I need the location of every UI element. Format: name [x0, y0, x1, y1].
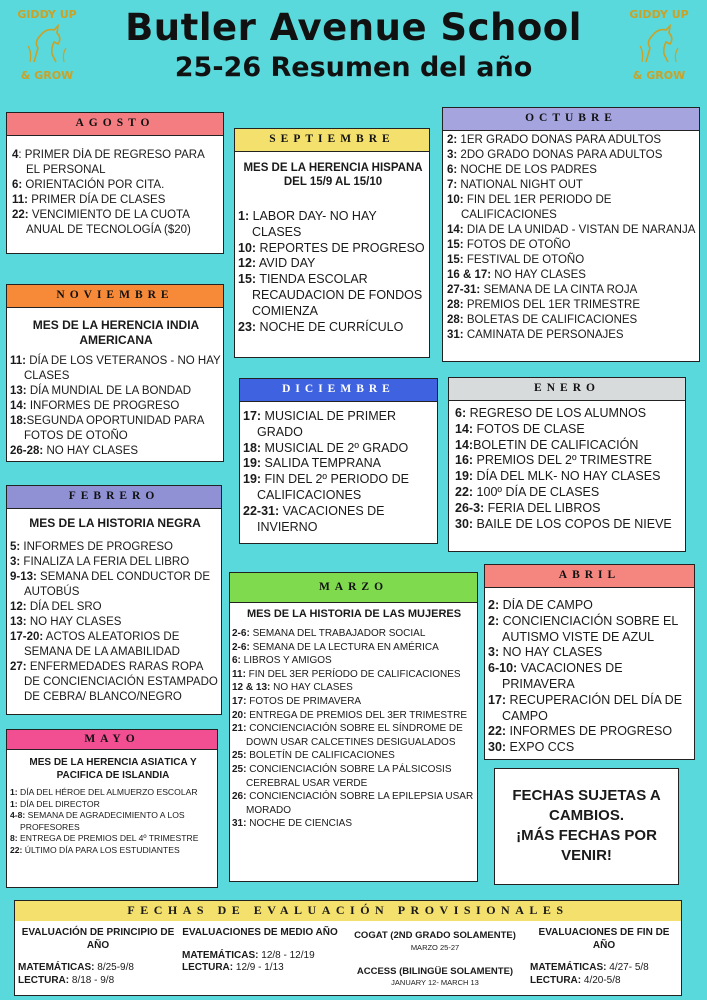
event-item [455, 501, 683, 517]
event-date: 10: [238, 240, 257, 255]
event-date: 28: [447, 299, 464, 311]
marzo-heading: MES DE LA HISTORIA DE LAS MUJERES [246, 608, 462, 620]
eval-line-math: MATEMÁTICAS: 12/8 - 12/19 [182, 949, 315, 961]
event-item [10, 600, 220, 615]
event-item [455, 438, 683, 454]
noviembre-events [10, 354, 222, 459]
event-date: 2-6: [232, 641, 250, 653]
event-text: SEMANA DEL TRABAJADOR SOCIAL [249, 628, 426, 639]
event-item [447, 178, 697, 193]
event-date: 1: [10, 787, 18, 797]
event-item [447, 313, 697, 328]
event-text: BOLETÍN DE CALIFICACIONES [246, 750, 395, 762]
event-text: CONCIENCIACIÓN SOBRE LA EPILEPSIA USAR MORADO [246, 791, 474, 816]
event-item [10, 833, 216, 845]
eval-date-access: JANUARY 12- MARCH 13 [391, 978, 479, 987]
mayo-events [10, 787, 216, 857]
page-subtitle: 25-26 Resumen del año [174, 52, 533, 83]
event-date: 6: [232, 655, 241, 667]
eval-heading-cogat: COGAT (2ND GRADO SOLAMENTE) [354, 930, 516, 941]
event-date: 6-10: [488, 661, 518, 676]
event-text: DÍA DEL MLK- NO HAY CLASES [473, 469, 661, 484]
agosto-events [12, 148, 218, 252]
event-item [447, 133, 697, 148]
fechas-sujetas-note [494, 768, 679, 885]
event-item [238, 209, 428, 241]
event-item [232, 790, 476, 817]
event-item [455, 453, 683, 469]
event-date: 16 & 17: [447, 269, 492, 281]
event-item [447, 223, 697, 238]
event-date: 13: [10, 616, 27, 628]
event-date: 25: [232, 763, 247, 775]
abril-header: ABRIL [484, 564, 695, 588]
event-item [12, 178, 218, 193]
event-date: 6: [455, 406, 467, 420]
noviembre-body [10, 318, 222, 460]
evaluaciones-title: FECHAS DE EVALUACIÓN PROVISIONALES [127, 903, 569, 917]
event-date: 31: [447, 329, 464, 341]
event-text: CAMINATA DE PERSONAJES [463, 329, 624, 341]
event-date: 2: [488, 613, 500, 628]
septiembre-header: SEPTIEMBRE [234, 128, 430, 152]
event-item [243, 504, 435, 536]
event-text: BAILE DE LOS COPOS DE NIEVE [473, 516, 672, 531]
mayo-body [10, 757, 216, 887]
event-date: 26: [232, 791, 247, 803]
event-item [238, 241, 428, 257]
event-item [10, 787, 216, 799]
mayo-heading: MES DE LA HERENCIA ASIÁTICA Y PACIFICA DE ISLANDIA [29, 757, 197, 781]
event-date: 31: [232, 818, 247, 830]
noviembre-heading: MES DE LA HERENCIA INDIA AMERICANA [32, 318, 200, 347]
logo-bottom-text: & GROW [20, 69, 74, 82]
event-text: FINALIZA LA FERIA DEL LIBRO [20, 556, 190, 568]
event-date: 1: [10, 798, 18, 809]
event-text: NO HAY CLASES [270, 682, 353, 694]
event-item [447, 268, 697, 283]
event-item [447, 238, 697, 253]
event-date: 9-13: [10, 571, 37, 583]
event-date: 11: [10, 355, 26, 367]
event-date: 30: [488, 740, 507, 755]
event-text: PRIMER DÍA DE CLASES [28, 194, 166, 206]
septiembre-body [238, 161, 428, 356]
event-text: FIN DEL 3ER PERÍODO DE CALIFICACIONES [245, 668, 461, 680]
event-item [232, 681, 476, 695]
event-item [10, 555, 220, 570]
event-text: ORIENTACIÓN POR CITA. [22, 179, 165, 191]
event-text: FIN DEL 2º PERIODO DE CALIFICACIONES [257, 472, 409, 502]
event-text: NO HAY CLASES [43, 445, 139, 457]
event-text: DÍA MUNDIAL DE LA BONDAD [26, 385, 192, 397]
event-text: REGRESO DE LOS ALUMNOS [466, 406, 647, 420]
event-item [455, 469, 683, 485]
eval-col-medio [182, 927, 338, 975]
event-date: 15: [447, 254, 464, 266]
event-item [232, 749, 476, 763]
event-item [488, 661, 692, 693]
event-item [447, 193, 697, 223]
event-text: NO HAY CLASES [26, 616, 122, 628]
event-item [232, 641, 476, 655]
event-date: 22: [488, 724, 507, 739]
event-item [10, 799, 216, 811]
event-text: NATIONAL NIGHT OUT [457, 179, 583, 191]
event-text: PREMIOS DEL 2º TRIMESTRE [473, 453, 652, 468]
event-item [455, 485, 683, 501]
eval-col-cogat [344, 930, 526, 987]
event-item [238, 272, 428, 319]
page-title: Butler Avenue School [125, 6, 582, 49]
event-date: 12: [10, 601, 27, 613]
event-date: 17: [243, 409, 262, 423]
event-text: ÚLTIMO DÍA PARA LOS ESTUDIANTES [22, 844, 180, 855]
event-date: 21: [232, 723, 247, 735]
septiembre-events [238, 209, 428, 335]
eval-heading: EVALUACIÓN DE PRINCIPIO DE AÑO [21, 927, 175, 951]
event-item [10, 384, 222, 399]
event-date: 5: [10, 541, 21, 553]
diciembre-events [243, 409, 435, 543]
octubre-header: OCTUBRE [442, 107, 700, 131]
event-date: 27-31: [447, 284, 481, 296]
event-date: 26-3: [455, 500, 485, 515]
event-text: SEMANA DE AGRADECIMIENTO A LOS PROFESORES [20, 810, 185, 832]
event-text: INFORMES DE PROGRESO [26, 400, 180, 412]
event-text: CONCIENCIACIÓN SOBRE EL SÍNDROME DE DOWN USAR CALCETINES DESIGUALADOS [246, 723, 463, 748]
mayo-header: MAYO [6, 729, 218, 750]
octubre-events [447, 133, 697, 361]
marzo-events [232, 627, 476, 831]
event-item [10, 660, 220, 705]
event-date: 19: [243, 456, 262, 471]
event-text: ENFERMEDADES RARAS ROPA DE CONCIENCIACIÓN ESTAMPADO DE CEBRA/ BLANCO/NEGRO [24, 661, 218, 703]
event-item [488, 740, 692, 756]
event-text: VENCIMIENTO DE LA CUOTA ANUAL DE TECNOLOGÍA ($20) [26, 209, 191, 236]
event-date: 12 & 13: [232, 682, 271, 694]
event-date: 12: [238, 256, 257, 271]
event-text: LABOR DAY- NO HAY CLASES [249, 209, 377, 239]
event-date: 14: [10, 400, 27, 412]
event-date: 14: [455, 437, 474, 452]
event-text: LIBROS Y AMIGOS [240, 655, 332, 667]
eval-line-lectura: LECTURA: 4/20-5/8 [530, 974, 621, 986]
enero-header: ENERO [448, 377, 686, 401]
event-text: NO HAY CLASES [499, 645, 603, 660]
eval-col-fin [530, 927, 678, 987]
event-text: REPORTES DE PROGRESO [256, 240, 425, 255]
eval-line-lectura: LECTURA: 12/9 - 1/13 [182, 962, 284, 973]
event-date: 6: [447, 164, 458, 176]
event-date: 11: [12, 194, 28, 206]
event-item [232, 722, 476, 749]
event-date: 4 [12, 149, 19, 161]
eval-date-cogat: MARZO 25-27 [410, 942, 460, 952]
event-date: 14: [447, 224, 464, 236]
event-item [488, 645, 692, 661]
event-date: 20: [232, 709, 247, 721]
event-item [10, 414, 222, 444]
event-item [243, 409, 435, 441]
event-text: 2DO GRADO DONAS PARA ADULTOS [457, 149, 663, 161]
event-date: 18: [243, 440, 262, 455]
eval-line-math: MATEMÁTICAS: 4/27- 5/8 [530, 962, 649, 973]
event-item [232, 654, 476, 668]
event-item [232, 695, 476, 709]
event-item [232, 709, 476, 723]
event-text: DÍA DE LOS VETERANOS - NO HAY CLASES [24, 355, 221, 382]
event-text: DÍA DEL HÉROE DEL ALMUERZO ESCOLAR [17, 787, 198, 797]
event-text: SEMANA DE LA LECTURA EN AMÉRICA [249, 641, 439, 653]
event-text: AVID DAY [256, 256, 316, 271]
event-text: FOTOS DE OTOÑO [463, 239, 571, 251]
event-date: 26-28: [10, 445, 44, 457]
febrero-header: FEBRERO [6, 485, 222, 509]
event-item [232, 763, 476, 790]
event-text: NOCHE DE LOS PADRES [457, 164, 597, 176]
event-item [243, 456, 435, 472]
event-text: DÍA DE CAMPO [499, 598, 593, 612]
event-item [10, 354, 222, 384]
event-date: 3: [447, 149, 458, 161]
event-text: RECUPERACIÓN DEL DÍA DE CAMPO [502, 692, 683, 723]
note-line-1: FECHAS SUJETAS A CAMBIOS. [512, 787, 661, 824]
event-item [232, 627, 476, 641]
event-date: 6: [12, 179, 23, 191]
event-item [10, 630, 220, 660]
event-date: 1: [238, 209, 250, 223]
marzo-header: MARZO [229, 572, 478, 603]
noviembre-header: NOVIEMBRE [6, 284, 224, 308]
event-text: INFORMES DE PROGRESO [506, 724, 673, 739]
event-item [243, 472, 435, 504]
event-date: 2: [488, 598, 500, 612]
logo-bottom-text: & GROW [632, 69, 686, 82]
event-text: PREMIOS DEL 1ER TRIMESTRE [463, 299, 640, 311]
eval-line-lectura: LECTURA: 8/18 - 9/8 [18, 974, 115, 986]
event-item [488, 598, 692, 614]
event-text: DÍA DEL SRO [26, 601, 102, 613]
event-item [10, 810, 216, 833]
event-text: VACACIONES DE PRIMAVERA [502, 661, 623, 691]
event-item [488, 614, 692, 646]
event-date: 13: [10, 385, 27, 397]
event-date: 22-31: [243, 503, 280, 518]
event-item [10, 570, 220, 600]
event-text: TIENDA ESCOLAR RECAUDACION DE FONDOS COMIENZA [252, 272, 423, 318]
event-text: DIA DE LA UNIDAD - VISTAN DE NARANJA [463, 224, 696, 236]
eval-col-principio [18, 927, 178, 987]
note-line-2: ¡MÁS FECHAS POR VENIR! [516, 827, 657, 864]
event-text: NOCHE DE CIENCIAS [246, 818, 353, 830]
event-date: 28: [447, 314, 464, 326]
event-item [238, 256, 428, 272]
diciembre-header: DICIEMBRE [239, 378, 438, 402]
event-item [10, 444, 222, 459]
event-item [12, 148, 218, 178]
event-item [455, 422, 683, 438]
event-text: 100º DÍA DE CLASES [473, 484, 600, 499]
event-date: 19: [243, 472, 262, 487]
eval-heading-access: ACCESS (BILINGÜE SOLAMENTE) [356, 965, 514, 977]
event-text: FOTOS DE CLASE [473, 421, 585, 436]
eval-heading: EVALUACIONES DE FIN DE AÑO [538, 927, 670, 951]
event-text: CONCIENCIACIÓN SOBRE EL AUTISMO VISTE DE AZUL [499, 613, 678, 644]
event-date: 2-6: [232, 628, 250, 639]
event-text: CONCIENCIACIÓN SOBRE LA PÁLSICOSIS CEREBRAL USAR VERDE [246, 763, 452, 789]
event-date: 30: [455, 516, 474, 531]
event-text: ENTREGA DE PREMIOS DEL 4º TRIMESTRE [17, 833, 199, 844]
febrero-events [10, 540, 220, 705]
event-item [10, 845, 216, 857]
event-item [10, 540, 220, 555]
event-text: ENTREGA DE PREMIOS DEL 3ER TRIMESTRE [246, 709, 468, 721]
event-item [232, 817, 476, 831]
event-item [447, 253, 697, 268]
event-date: 11: [232, 668, 246, 680]
marzo-body [232, 607, 476, 881]
event-date: 16: [455, 453, 474, 468]
event-text: MUSICIAL DE PRIMER GRADO [257, 409, 397, 439]
event-date: 3: [488, 645, 500, 660]
event-item [447, 163, 697, 178]
event-date: 14: [455, 421, 474, 436]
eval-line-math: MATEMÁTICAS: 8/25-9/8 [18, 962, 134, 973]
event-item [447, 328, 697, 343]
event-text: FERIA DEL LIBROS [484, 500, 601, 515]
eval-heading: EVALUACIONES DE MEDIO AÑO [182, 927, 338, 938]
event-date: 22: [10, 844, 23, 855]
event-text: INFORMES DE PROGRESO [20, 541, 173, 553]
event-text: FOTOS DE PRIMAVERA [246, 695, 362, 707]
febrero-heading: MES DE LA HISTORIA NEGRA [29, 516, 201, 530]
event-text: NO HAY CLASES [491, 269, 586, 281]
event-date: 8: [10, 833, 18, 844]
event-item [12, 208, 218, 238]
event-date: 10: [447, 194, 464, 206]
event-date: 3: [10, 556, 21, 568]
event-text: BOLETIN DE CALIFICACIÓN [473, 437, 639, 452]
event-item [10, 615, 220, 630]
event-item [447, 283, 697, 298]
event-date: 15: [447, 239, 464, 251]
event-item [10, 399, 222, 414]
logo-top-text: GIDDY UP [17, 8, 77, 21]
event-text: ACTOS ALEATORIOS DE SEMANA DE LA AMABILIDAD [24, 631, 180, 658]
event-date: 2: [447, 134, 458, 146]
event-date: 7: [447, 179, 458, 191]
event-date: 19: [455, 469, 474, 484]
event-text: VACACIONES DE INVIERNO [257, 503, 385, 534]
event-item [12, 193, 218, 208]
event-date: 23: [238, 319, 257, 334]
event-item [455, 406, 683, 422]
event-text: NOCHE DE CURRÍCULO [256, 319, 404, 334]
abril-events [488, 598, 692, 759]
event-text: SEGUNDA OPORTUNIDAD PARA FOTOS DE OTOÑO [24, 415, 204, 442]
event-text: BOLETAS DE CALIFICACIONES [463, 314, 638, 326]
event-item [488, 693, 692, 725]
septiembre-heading: MES DE LA HERENCIA HISPANA DEL 15/9 AL 15/10 [243, 162, 423, 188]
event-text: MUSICIAL DE 2º GRADO [261, 440, 409, 455]
event-date: 17: [232, 695, 247, 707]
event-item [455, 517, 683, 533]
event-date: 27: [10, 661, 27, 673]
event-text: EXPO CCS [506, 740, 575, 755]
event-date: 17: [488, 692, 507, 707]
event-item [232, 668, 476, 682]
event-date: 25: [232, 750, 247, 762]
event-item [243, 441, 435, 457]
event-item [447, 148, 697, 163]
event-date: 22: [12, 209, 29, 221]
event-date: 18: [10, 415, 27, 427]
event-text: SEMANA DEL CONDUCTOR DE AUTOBÚS [24, 571, 211, 598]
event-text: 1ER GRADO DONAS PARA ADULTOS [457, 134, 662, 146]
enero-events [455, 406, 683, 551]
event-date: 4-8: [10, 810, 26, 821]
event-text: SEMANA DE LA CINTA ROJA [480, 284, 638, 296]
event-date: 22: [455, 484, 474, 499]
event-text: DÍA DEL DIRECTOR [17, 798, 100, 809]
logo-top-text: GIDDY UP [629, 8, 689, 21]
event-text: FESTIVAL DE OTOÑO [463, 254, 585, 266]
event-text: SALIDA TEMPRANA [261, 456, 382, 471]
event-item [488, 724, 692, 740]
agosto-header: AGOSTO [6, 112, 224, 136]
event-date: 15: [238, 272, 257, 287]
event-text: : PRIMER DÍA DE REGRESO PARA EL PERSONAL [18, 149, 205, 176]
event-item [238, 320, 428, 336]
event-item [447, 298, 697, 313]
event-text: FIN DEL 1ER PERIODO DE CALIFICACIONES [461, 194, 612, 221]
event-date: 17-20: [10, 631, 44, 643]
febrero-body [10, 516, 220, 714]
